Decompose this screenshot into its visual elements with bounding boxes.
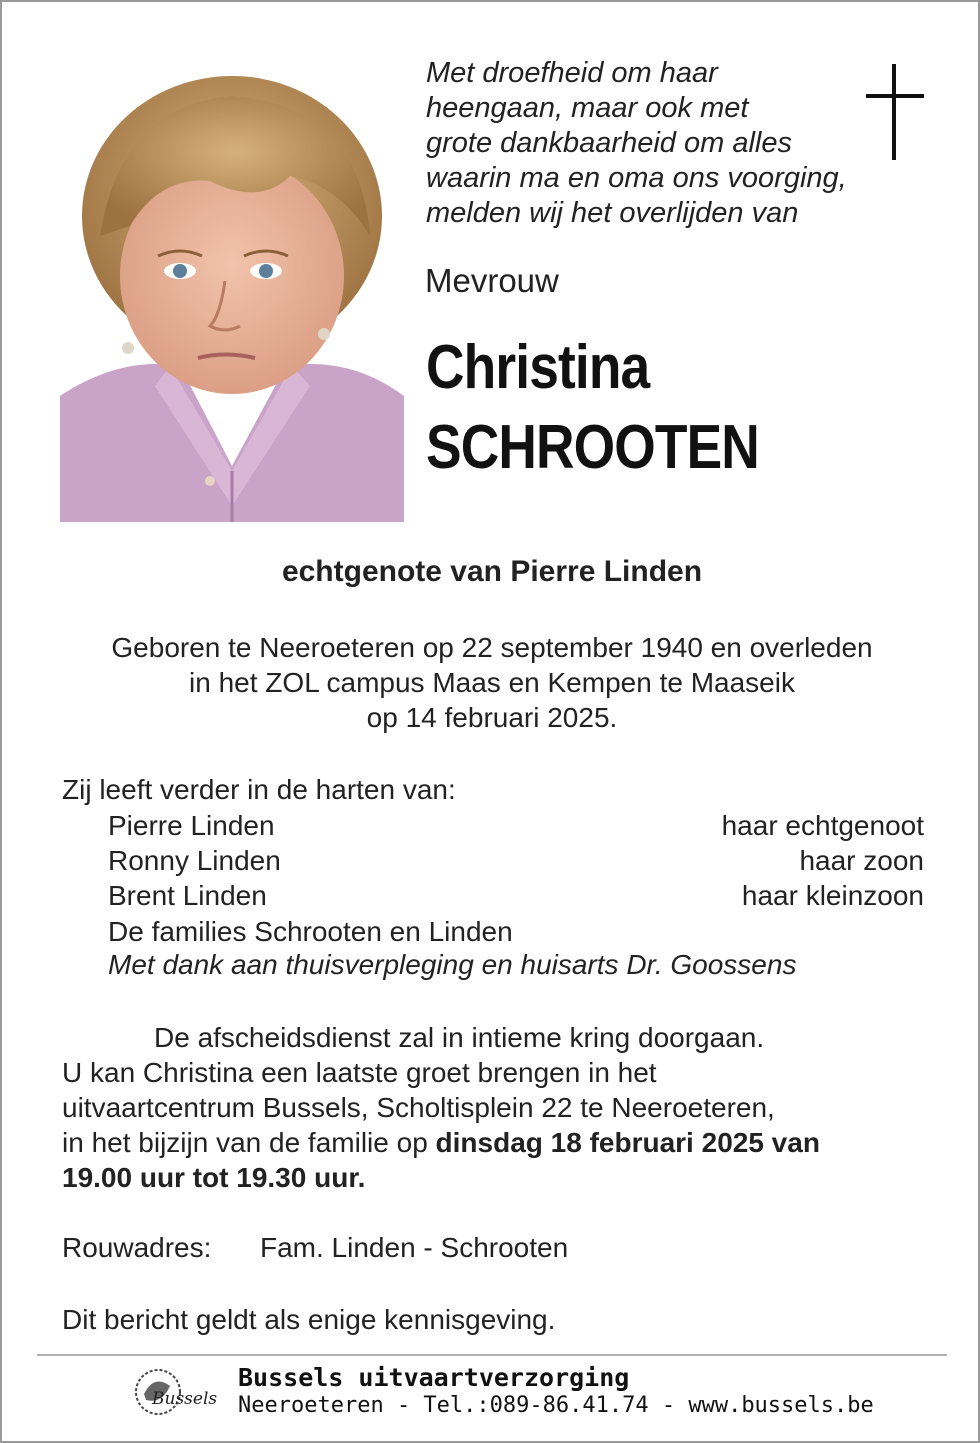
service-line xyxy=(62,1160,942,1195)
service-details xyxy=(62,1020,942,1195)
divider xyxy=(37,1354,947,1356)
bussels-logo xyxy=(134,1364,224,1420)
mourner-relation: haar zoon xyxy=(799,845,924,876)
intro-line: waarin ma en oma ons voorging, xyxy=(426,162,847,194)
mourner-name: Pierre Linden xyxy=(108,810,275,841)
funeral-home-name: Bussels uitvaartverzorging xyxy=(238,1363,630,1392)
notice-line: Dit bericht geldt als enige kennisgeving. xyxy=(62,1304,556,1335)
mourner-row xyxy=(108,914,924,949)
mourner-name: Ronny Linden xyxy=(108,845,281,876)
funeral-home-contact: Neeroeteren - Tel.:089-86.41.74 - www.bussels.be xyxy=(238,1393,874,1418)
intro-line: Met droefheid om haar xyxy=(426,57,718,89)
thanks-line: Met dank aan thuisverpleging en huisarts Dr. Goossens xyxy=(108,949,797,980)
mourner-name: De families Schrooten en Linden xyxy=(108,916,513,947)
address-label: Rouwadres: xyxy=(62,1232,212,1263)
address-value: Fam. Linden - Schrooten xyxy=(260,1232,569,1263)
service-date: dinsdag 18 februari 2025 van xyxy=(435,1127,820,1158)
birth-death-line: in het ZOL campus Maas en Kempen te Maaseik xyxy=(189,667,795,698)
service-time: 19.00 uur tot 19.30 uur. xyxy=(62,1162,366,1193)
mourner-relation: haar echtgenoot xyxy=(721,810,924,841)
spouse-line: echtgenote van Pierre Linden xyxy=(281,555,703,588)
birth-death-line: Geboren te Neeroeteren op 22 september 1940 en overleden xyxy=(111,632,873,663)
mourner-relation: haar kleinzoon xyxy=(741,880,924,911)
mourner-row xyxy=(108,808,924,843)
mourner-name: Brent Linden xyxy=(108,880,267,911)
mourners-intro: Zij leeft verder in de harten van: xyxy=(62,774,456,805)
birth-death-details xyxy=(2,630,980,735)
intro-line: heengaan, maar ook met xyxy=(426,92,749,124)
intro-line: grote dankbaarheid om alles xyxy=(426,127,792,159)
service-line: U kan Christina een laatste groet brengen in het xyxy=(62,1057,657,1088)
svg-text:Bussels: Bussels xyxy=(152,1389,218,1409)
intro-text xyxy=(426,56,886,231)
service-line xyxy=(62,1125,942,1160)
birth-death-line: op 14 februari 2025. xyxy=(366,702,618,733)
service-line: uitvaartcentrum Bussels, Scholtisplein 22 te Neeroeteren, xyxy=(62,1092,775,1123)
deceased-last-name: SCHROOTEN xyxy=(426,413,759,482)
mourner-row xyxy=(108,878,924,913)
deceased-first-name: Christina xyxy=(426,333,650,402)
service-line: De afscheidsdienst zal in intieme kring doorgaan. xyxy=(154,1022,765,1053)
honorific: Mevrouw xyxy=(425,262,559,299)
portrait-photo xyxy=(60,66,404,522)
service-text: in het bijzijn van de familie op xyxy=(62,1127,436,1158)
latin-cross-icon xyxy=(866,64,924,160)
intro-line: melden wij het overlijden van xyxy=(426,197,799,229)
mourner-row xyxy=(108,843,924,878)
